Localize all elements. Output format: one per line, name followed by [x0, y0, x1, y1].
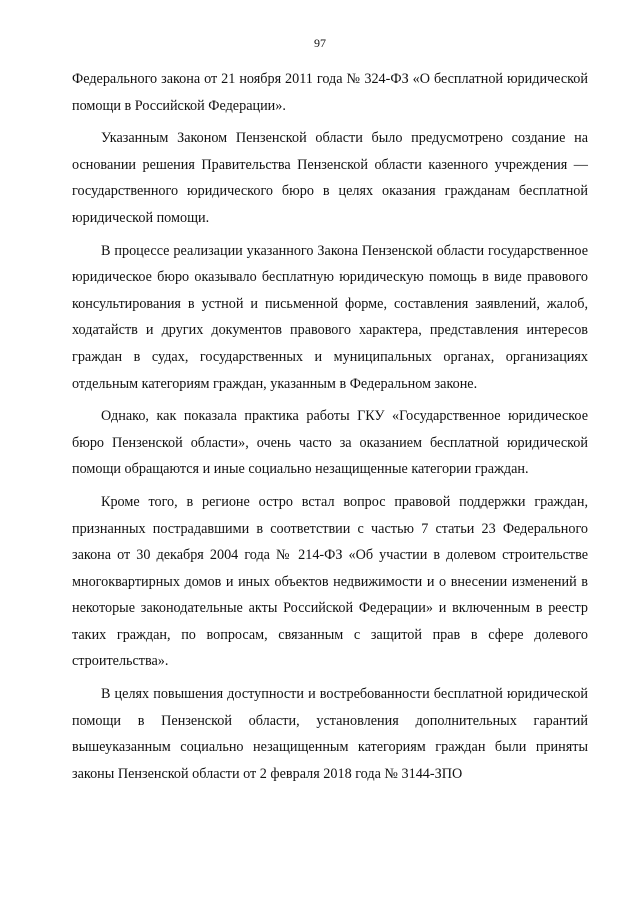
paragraph: Однако, как показала практика работы ГКУ «Государственное юридическое бюро Пензенской области», очень часто за оказанием бесплатной юридической помощи обращаются и иные социально незащищенные категории граждан. — [72, 408, 588, 478]
paragraph: В целях повышения доступности и востребованности бесплатной юридической помощи в Пензенской области, установления дополнительных гарантий вышеуказанным социально незащищенным категориям граждан были приняты законы Пензенской области от 2 февраля 2018 года № 3144-ЗПО — [72, 686, 588, 782]
document-body — [72, 66, 588, 787]
paragraph-continuation: Федерального закона от 21 ноября 2011 года № 324-ФЗ «О бесплатной юридической помощи в Российской Федерации». — [72, 71, 588, 114]
page-number: 97 — [314, 36, 326, 50]
paragraph: В процессе реализации указанного Закона Пензенской области государственное юридическое бюро оказывало бесплатную юридическую помощь в виде правового консультирования в устной и письменной форме, составления заявлений, жалоб, ходатайств и других документов правового характера, представления интересов граждан в судах, государственных и муниципальных органах, организациях отдельным категориям граждан, указанным в Федеральном законе. — [72, 242, 588, 392]
paragraph: Кроме того, в регионе остро встал вопрос правовой поддержки граждан, признанных пострадавшими в соответствии с частью 7 статьи 23 Федерального закона от 30 декабря 2004 года № 214-ФЗ «Об участии в долевом строительстве многоквартирных домов и иных объектов недвижимости и о внесении изменений в некоторые законодательные акты Российской Федерации» и включенным в реестр таких граждан, по вопросам, связанным с защитой прав в сфере долевого строительства». — [72, 493, 588, 670]
paragraph: Указанным Законом Пензенской области было предусмотрено создание на основании решения Правительства Пензенской области казенного учреждения — государственного юридического бюро в целях оказания гражданам бесплатной юридической помощи. — [72, 130, 588, 226]
